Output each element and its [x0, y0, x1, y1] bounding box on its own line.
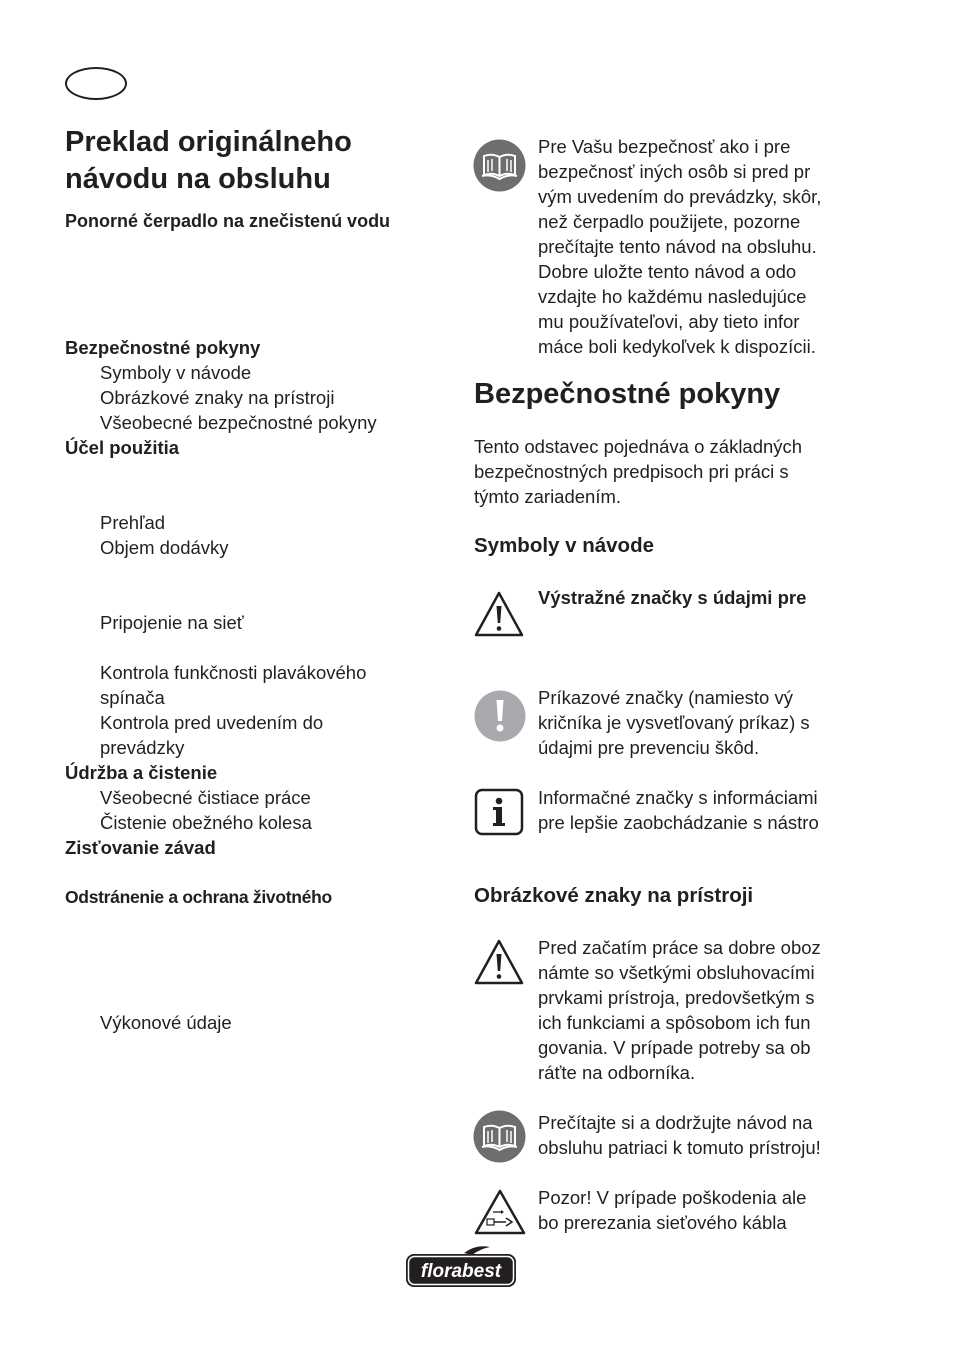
toc-item-device-symbols[interactable]: Obrázkové znaky na prístroji — [100, 387, 335, 408]
page-title-line-1: Preklad originálneho — [65, 126, 352, 158]
toc-item-safety[interactable]: Bezpečnostné pokyny — [65, 337, 261, 358]
text-line: kričníka je vysvetľovaný príkaz) s — [538, 712, 810, 733]
toc-item-delivery[interactable]: Objem dodávky — [100, 537, 229, 558]
text-line: vzdajte ho každému nasledujúce — [538, 286, 807, 307]
exclamation-circle-icon — [474, 690, 526, 742]
warning-symbol-text — [538, 585, 858, 610]
toc-item-general-safety[interactable]: Všeobecné bezpečnostné pokyny — [100, 412, 377, 433]
section-heading-device-symbols: Obrázkové znaky na prístroji — [474, 884, 754, 907]
book-icon — [473, 139, 526, 192]
toc-item-troubleshooting[interactable]: Zisťovanie závad — [65, 837, 216, 858]
text-line: govania. V prípade potreby sa ob — [538, 1037, 811, 1058]
toc-item-overview[interactable]: Prehľad — [100, 512, 166, 533]
info-symbol-text — [538, 785, 858, 835]
cable-warning-text — [538, 1185, 858, 1235]
safety-intro-paragraph — [474, 434, 874, 509]
text-line: bo prerezania sieťového kábla — [538, 1212, 787, 1233]
toc-item-general-cleaning[interactable]: Všeobecné čistiace práce — [100, 787, 311, 808]
text-line: Pre Vašu bezpečnosť ako i pre — [538, 136, 791, 157]
unplug-cable-warning-icon — [473, 1188, 527, 1236]
toc-item-performance[interactable]: Výkonové údaje — [100, 1012, 232, 1033]
warning-triangle-icon — [473, 590, 525, 638]
toc-item-mains[interactable]: Pripojenie na sieť — [100, 612, 244, 633]
toc-item-pre-check[interactable]: Kontrola pred uvedením do — [100, 712, 324, 733]
read-manual-text — [538, 1110, 858, 1160]
product-subtitle: Ponorné čerpadlo na znečistenú vodu — [65, 211, 391, 231]
toc-item-disposal[interactable]: Odstránenie a ochrana životného — [65, 887, 332, 907]
toc-item-float-check[interactable]: Kontrola funkčnosti plavákového — [100, 662, 367, 683]
text-line: ich funkciami a spôsobom ich fun — [538, 1012, 811, 1033]
text-line: bezpečnostných predpisoch pri práci s — [474, 461, 789, 482]
toc-item-pre-check-cont[interactable]: prevádzky — [100, 737, 185, 758]
text-line: Príkazové značky (namiesto vý — [538, 687, 793, 708]
text-line: prečítajte tento návod na obsluhu. — [538, 236, 817, 257]
text-line: Výstražné značky s údajmi pre — [538, 587, 807, 608]
text-line: Dobre uložte tento návod a odo — [538, 261, 797, 282]
text-line: pre lepšie zaobchádzanie s nástro — [538, 812, 819, 833]
read-manual-icon — [473, 1110, 526, 1163]
caution-symbol-text — [538, 935, 858, 1085]
text-line: než čerpadlo použijete, pozorne — [538, 211, 801, 232]
page-title — [65, 124, 445, 198]
text-line: Pozor! V prípade poškodenia ale — [538, 1187, 807, 1208]
language-badge — [65, 67, 127, 100]
text-line: týmto zariadením. — [474, 486, 622, 507]
text-line: Tento odstavec pojednáva o základných — [474, 436, 803, 457]
toc-item-purpose[interactable]: Účel použitia — [65, 437, 180, 458]
text-line: Informačné značky s informáciami — [538, 787, 818, 808]
toc-item-impeller-cleaning[interactable]: Čistenie obežného kolesa — [100, 812, 312, 833]
info-icon — [474, 788, 524, 836]
caution-triangle-icon — [473, 938, 525, 986]
mandatory-symbol-text — [538, 685, 858, 760]
toc-item-maintenance[interactable]: Údržba a čistenie — [65, 762, 218, 783]
text-line: ráťte na odborníka. — [538, 1062, 696, 1083]
text-line: námte so všetkými obsluhovacími — [538, 962, 815, 983]
text-line: obsluhu patriaci k tomuto prístroju! — [538, 1137, 821, 1158]
text-line: Pred začatím práce sa dobre oboz — [538, 937, 821, 958]
text-line: vým uvedením do prevádzky, skôr, — [538, 186, 822, 207]
text-line: mu používateľovi, aby tieto infor — [538, 311, 800, 332]
text-line: Prečítajte si a dodržujte návod na — [538, 1112, 813, 1133]
logo-text: florabest — [420, 1261, 502, 1282]
toc-item-symbols[interactable]: Symboly v návode — [100, 362, 252, 383]
text-line: prvkami prístroja, predovšetkým s — [538, 987, 815, 1008]
toc-item-float-check-cont[interactable]: spínača — [100, 687, 165, 708]
text-line: máce boli kedykoľvek k dispozícii. — [538, 336, 816, 357]
section-heading-safety: Bezpečnostné pokyny — [474, 378, 781, 410]
intro-note-text — [538, 134, 858, 359]
page-title-line-2: návodu na obsluhu — [65, 163, 331, 195]
section-heading-symbols: Symboly v návode — [474, 534, 655, 557]
florabest-logo — [404, 1244, 518, 1290]
text-line: bezpečnosť iných osôb si pred pr — [538, 161, 811, 182]
text-line: údajmi pre prevenciu škôd. — [538, 737, 760, 758]
